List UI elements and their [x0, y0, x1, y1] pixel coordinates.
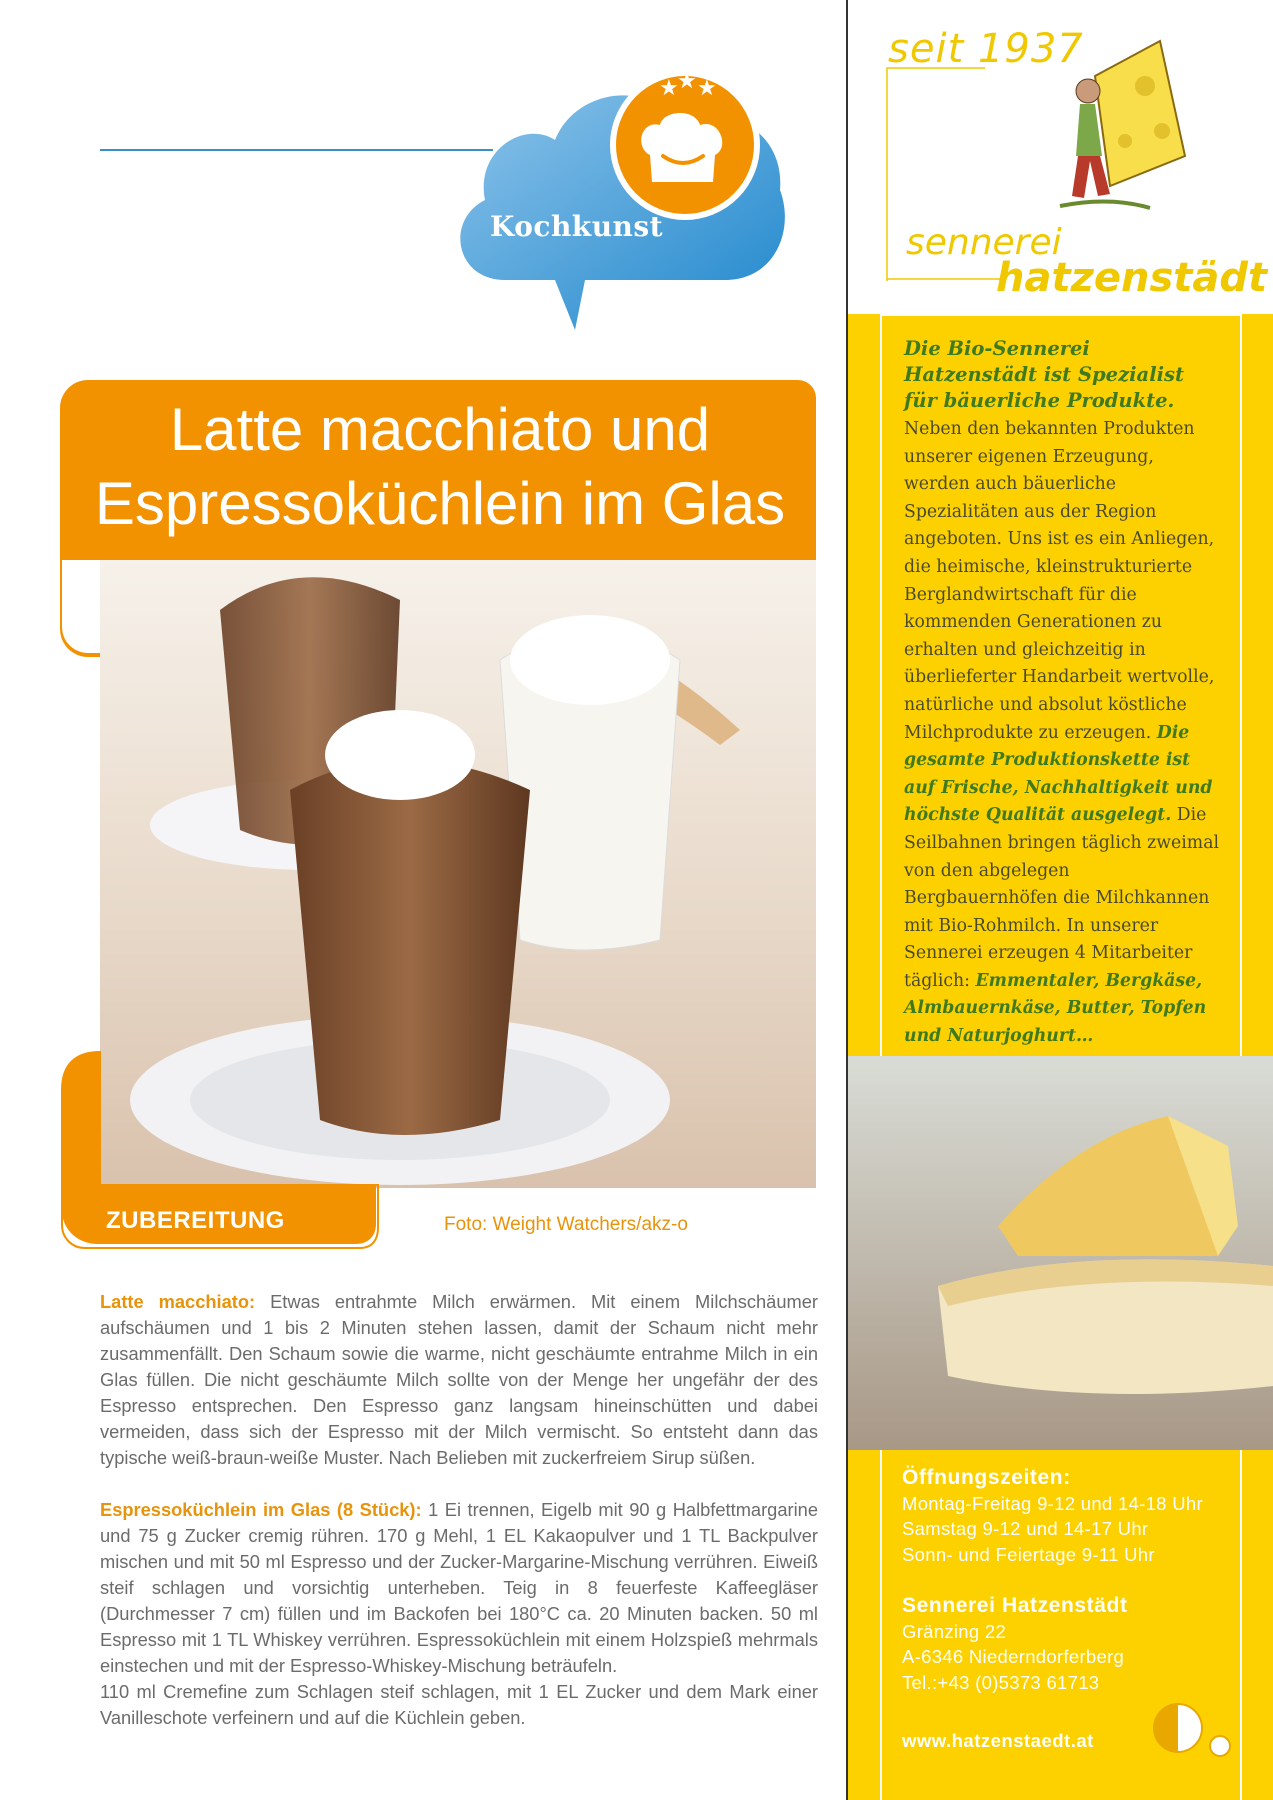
hours-line: Sonn- und Feiertage 9-11 Uhr: [902, 1543, 1155, 1565]
address-line: A-6346 Niederndorferberg: [902, 1646, 1125, 1667]
title-line-2: Espressoküchlein im Glas: [94, 470, 786, 537]
recipe-instructions: [100, 1289, 818, 1757]
website-link[interactable]: www.hatzenstaedt.at: [902, 1730, 1094, 1751]
page-title: [80, 393, 800, 541]
photo-credit: Foto: Weight Watchers/akz-o: [444, 1214, 688, 1235]
svg-text:★: ★: [697, 76, 717, 101]
logo-word-sennerei: sennerei: [906, 222, 1062, 263]
logo-since: seit 1937: [888, 26, 1084, 72]
section-heading: ZUBEREITUNG: [106, 1207, 285, 1234]
cream-instructions: 110 ml Cremefine zum Schlagen steif schlagen, mit 1 EL Zucker und dem Mark einer Vanilleschote verfeinern und auf die Küchlein geben.: [100, 1681, 818, 1728]
address-line: Gränzing 22: [902, 1620, 1007, 1642]
cake-instructions: Espressoküchlein im Glas (8 Stück): 1 Ei trennen, Eigelb mit 90 g Halbfettmargarine und 75 g Zucker cremig rühren. 170 g Mehl, 1 EL Kakaopulver und 1 TL Backpulver mischen und mit 50 ml Espresso und der Zucker-Margarine-Mischung verrühren. Eiweiß steif schlagen und vorsichtig unterheben. Teig in 8 feuerfeste Kaffeegläser (Durchmesser 7 cm) füllen und im Backofen bei 180°C ca. 20 Minuten backen. 50 ml Espresso mit 1 TL Whiskey verrühren. Espressoküchlein mit einem Holzspieß mehrmals einstechen und mit der Espresso-Whiskey-Mischung beträufeln.: [100, 1499, 818, 1676]
section-label: Kochkunst: [490, 210, 664, 243]
svg-text:★: ★: [677, 70, 697, 94]
kochkunst-cloud-badge: [445, 70, 795, 335]
logo-word-hatzenstaedt: hatzenstädt: [996, 255, 1268, 301]
bio-badge-icon: [1150, 1688, 1240, 1764]
contact-heading: Sennerei Hatzenstädt: [902, 1594, 1128, 1617]
cheese-mascot-icon: [1040, 36, 1190, 216]
header-rule: [100, 149, 493, 151]
about-lead: Die Bio-Sennerei Hatzenstädt ist Spezialist für bäuerliche Produkte.: [904, 337, 1184, 412]
phone-line: Tel.:+43 (0)5373 61713: [902, 1671, 1100, 1693]
cheese-photo: [848, 1056, 1273, 1450]
hours-heading: Öffnungszeiten:: [902, 1466, 1071, 1489]
hours-line: Samstag 9-12 und 14-17 Uhr: [902, 1518, 1149, 1539]
contact-info: [902, 1465, 1242, 1695]
latte-instructions: Latte macchiato: Etwas entrahmte Milch erwärmen. Mit einem Milchschäumer aufschäumen und 1 bis 2 Minuten stehen lassen, damit der Schaum nicht mehr zusammenfällt. Den Schaum sowie die warme, nicht geschäumte entrahme Milch in ein Glas füllen. Die nicht geschäumte Milch sollte von der Menge her ungefähr der des Espresso entsprechen. Den Espresso ganz langsam hineinschütten und dabei vermeiden, dass sich der Espresso mit der Milch vermischt. So entsteht dann das typische weiß-braun-weiße Muster. Nach Belieben mit zuckerfreiem Sirup süßen.: [100, 1291, 818, 1468]
title-line-1: Latte macchiato und: [169, 396, 711, 463]
chef-hat-icon: [613, 70, 757, 217]
about-text: Die Bio-Sennerei Hatzenstädt ist Spezialist für bäuerliche Produkte. Neben den bekannten Produkten unserer eigenen Erzeugung, werden auch bäuerliche Spezialitäten aus der Region angeboten. Uns ist es ein Anliegen, die heimische, kleinstrukturierte Berglandwirtschaft für die kommenden Generationen zu erhalten und gleichzeitig in überlieferter Handarbeit wertvolle, natürliche und absolut köstliche Milchprodukte zu erzeugen. Die gesamte Produktionskette ist auf Frische, Nachhaltigkeit und höchste Qualität ausgelegt. Die Seilbahnen bringen täglich zweimal von den abgelegen Bergbauernhöfen die Milchkannen mit Bio-Rohmilch. In unserer Sennerei erzeugen 4 Mitarbeiter täglich: Emmentaler, Bergkäse, Almbauernkäse, Butter, Topfen und Naturjoghurt…: [904, 336, 1222, 1051]
svg-text:★: ★: [659, 76, 679, 101]
hours-line: Montag-Freitag 9-12 und 14-18 Uhr: [902, 1492, 1203, 1514]
